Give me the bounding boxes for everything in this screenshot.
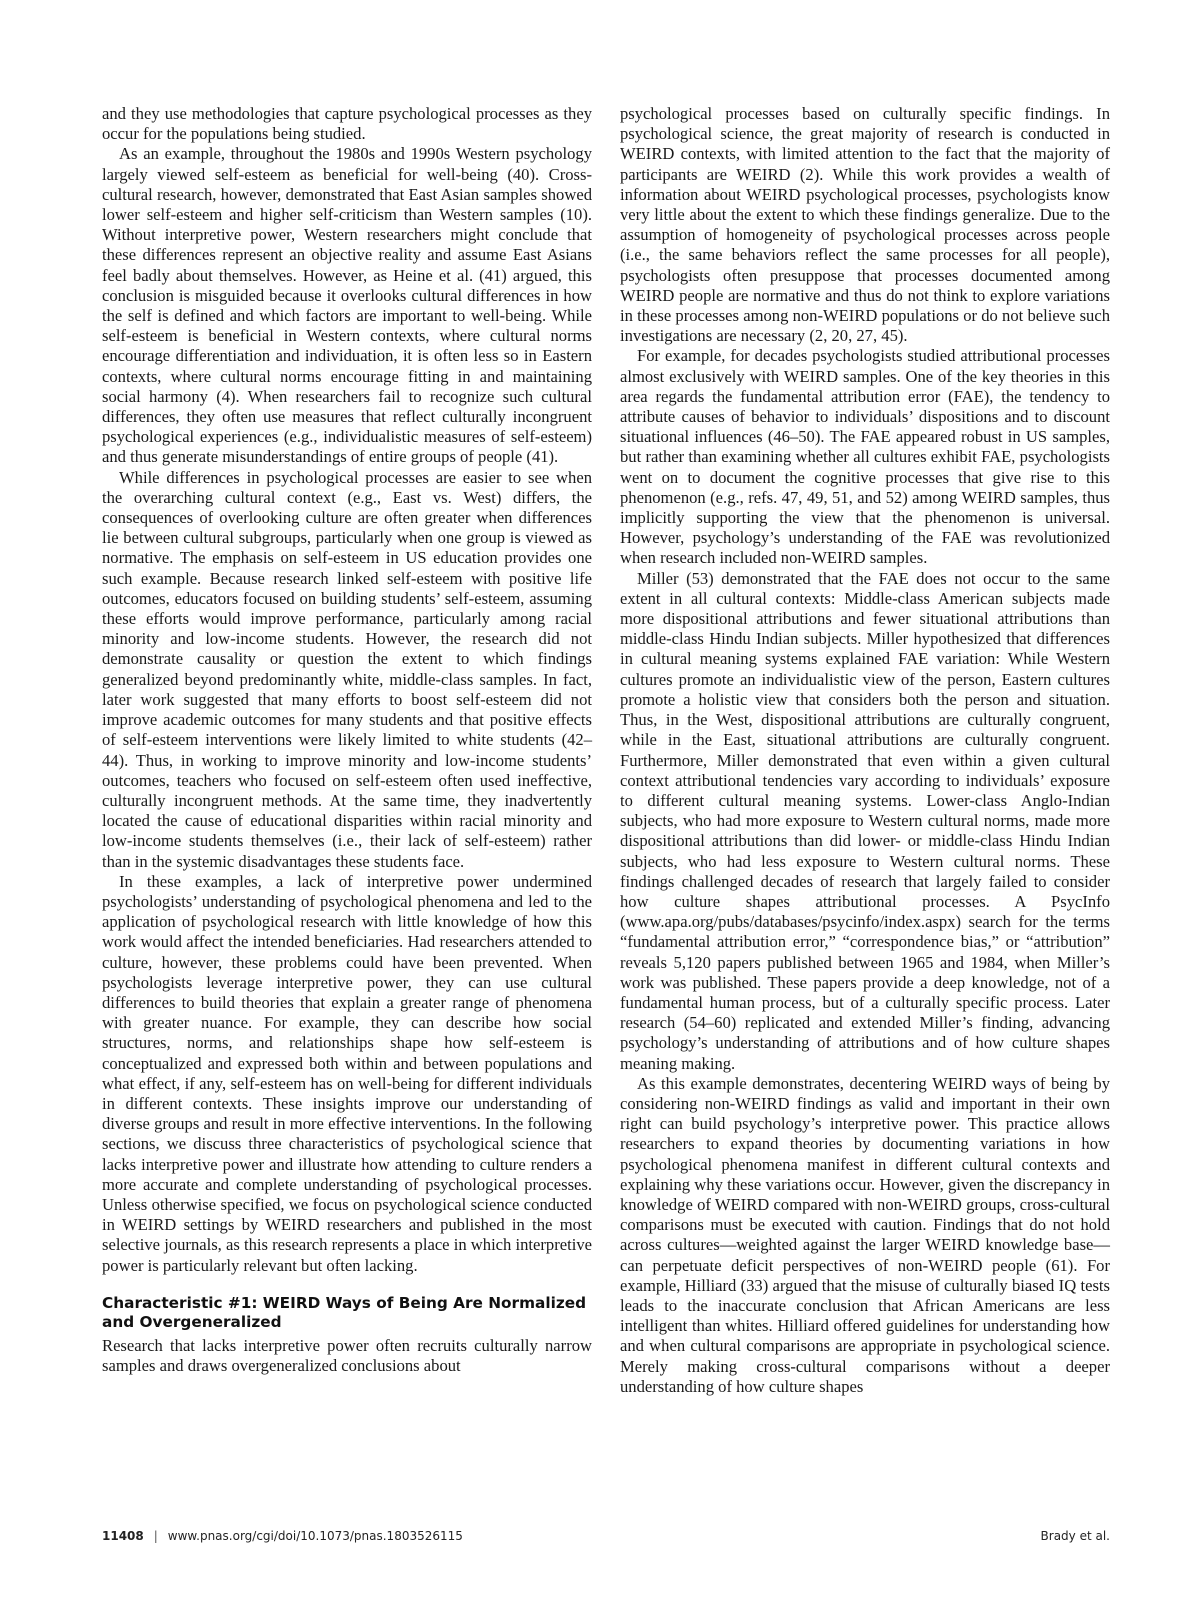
body-paragraph: As an example, throughout the 1980s and 1990s Western psychology largely viewed self-esteem as beneficial for well-being (40). Cross-cultural research, however, demonstrated that East Asian samples showed lower self-esteem and higher self-criticism than Western samples (10). Without interpretive power, Western researchers might conclude that these differences represent an objective reality and assume East Asians feel badly about themselves. However, as Heine et al. (41) argued, this conclusion is misguided because it overlooks cultural differences in how the self is defined and which factors are important to well-being. While self-esteem is beneficial in Western contexts, where cultural norms encourage differentiation and individuation, it is often less so in Eastern contexts, where cultural norms encourage fitting in and maintaining social harmony (4). When researchers fail to recognize such cultural differences, they often use measures that reflect culturally incongruent psychological experiences (e.g., individualistic measures of self-esteem) and thus generate misunderstandings of entire groups of people (41). [102, 144, 592, 467]
section-heading: Characteristic #1: WEIRD Ways of Being Are Normalized and Overgeneralized [102, 1293, 587, 1331]
body-paragraph: Research that lacks interpretive power often recruits culturally narrow samples and draws overgeneralized conclusions about [102, 1335, 592, 1375]
body-paragraph: For example, for decades psychologists studied attributional processes almost exclusively with WEIRD samples. One of the key theories in this area regards the fundamental attribution error (FAE), the tendency to attribute causes of behavior to individuals’ dispositions and to discount situational influences (46–50). The FAE appeared robust in US samples, but rather than examining whether all cultures exhibit FAE, psychologists went on to document the cognitive processes that give rise to this phenomenon (e.g., refs. 47, 49, 51, and 52) among WEIRD samples, thus implicitly supporting the view that the phenomenon is universal. However, psychology’s understanding of the FAE was revolutionized when research included non-WEIRD samples. [620, 346, 1110, 568]
right-column [620, 104, 1110, 1397]
body-paragraph: As this example demonstrates, decentering WEIRD ways of being by considering non-WEIRD findings as valid and important in their own right can build psychology’s interpretive power. This practice allows researchers to expand theories by documenting variations in how psychological phenomena manifest in different cultural contexts and explaining why these variations occur. However, given the discrepancy in knowledge of WEIRD compared with non-WEIRD groups, cross-cultural comparisons must be executed with caution. Findings that do not hold across cultures—weighted against the larger WEIRD knowledge base—can perpetuate deficit perspectives of non-WEIRD people (61). For example, Hilliard (33) argued that the misuse of culturally biased IQ tests leads to the inaccurate conclusion that African Americans are less intelligent than whites. Hilliard offered guidelines for understanding how and when cultural comparisons are appropriate in psychological science. Merely making cross-cultural comparisons without a deeper understanding of how culture shapes [620, 1073, 1110, 1396]
left-column [102, 104, 592, 1376]
page-number: 11408 [102, 1529, 144, 1543]
page-footer [102, 1526, 1110, 1546]
body-paragraph: Miller (53) demonstrated that the FAE does not occur to the same extent in all cultural contexts: Middle-class American subjects made more dispositional attributions and fewer situational attributions than middle-class Hindu Indian subjects. Miller hypothesized that differences in cultural meaning systems explained FAE variation: While Western cultures promote an individualistic view of the person, Eastern cultures promote a holistic view that considers both the person and situation. Thus, in the West, dispositional attributions are culturally congruent, while in the East, situational attributions are culturally congruent. Furthermore, Miller demonstrated that even within a given cultural context attributional tendencies vary according to individuals’ exposure to different cultural meaning systems. Lower-class Anglo-Indian subjects, who had more exposure to Western cultural norms, made more dispositional attributions than did lower- or middle-class Hindu Indian subjects, who had less exposure to Western cultural norms. These findings challenged decades of research that largely failed to consider how culture shapes attributional processes. A PsycInfo (www.apa.org/pubs/databases/psycinfo/index.aspx) search for the terms “fundamental attribution error,” “correspondence bias,” or “attribution” reveals 5,120 papers published between 1965 and 1984, when Miller’s work was published. These papers provide a deep knowledge, not of a fundamental human process, but of a culturally specific process. Later research (54–60) replicated and extended Miller’s finding, advancing psychology’s understanding of attributions and of how culture shapes meaning making. [620, 568, 1110, 1073]
footer-separator: | [153, 1529, 158, 1543]
body-paragraph: psychological processes based on culturally specific findings. In psychological science, the great majority of research is conducted in WEIRD contexts, with limited attention to the fact that the majority of participants are WEIRD (2). While this work provides a wealth of information about WEIRD psychological processes, psychologists know very little about the extent to which these findings generalize. Due to the assumption of homogeneity of psychological processes across people (i.e., the same behaviors reflect the same processes for all people), psychologists often presuppose that processes documented among WEIRD people are normative and thus do not think to explore variations in these processes among non-WEIRD populations or do not believe such investigations are necessary (2, 20, 27, 45). [620, 104, 1110, 346]
doi-link[interactable]: www.pnas.org/cgi/doi/10.1073/pnas.1803526115 [167, 1529, 463, 1543]
footer-authors: Brady et al. [1040, 1529, 1110, 1543]
body-paragraph: While differences in psychological processes are easier to see when the overarching cultural context (e.g., East vs. West) differs, the consequences of overlooking culture are often greater when differences lie between cultural subgroups, particularly when one group is viewed as normative. The emphasis on self-esteem in US education provides one such example. Because research linked self-esteem with positive life outcomes, educators focused on building students’ self-esteem, assuming these efforts would improve performance, particularly among racial minority and low-income students. However, the research did not demonstrate causality or question the extent to which findings generalized beyond predominantly white, middle-class samples. In fact, later work suggested that many efforts to boost self-esteem did not improve academic outcomes for many students and that positive effects of self-esteem interventions were likely limited to white students (42–44). Thus, in working to improve minority and low-income students’ outcomes, teachers who focused on self-esteem often used ineffective, culturally incongruent methods. At the same time, they inadvertently located the cause of educational disparities within racial minority and low-income students themselves (i.e., their lack of self-esteem) rather than in the systemic disadvantages these students face. [102, 467, 592, 871]
body-paragraph: and they use methodologies that capture psychological processes as they occur for the populations being studied. [102, 104, 592, 144]
body-paragraph: In these examples, a lack of interpretive power undermined psychologists’ understanding of psychological phenomena and led to the application of psychological research with little knowledge of how this work would affect the intended beneficiaries. Had researchers attended to culture, however, these problems could have been prevented. When psychologists leverage interpretive power, they can use cultural differences to build theories that explain a greater range of phenomena with greater nuance. For example, they can describe how social structures, norms, and relationships shape how self-esteem is conceptualized and expressed both within and between populations and what effect, if any, self-esteem has on well-being for different individuals in different contexts. These insights improve our understanding of diverse groups and result in more effective interventions. In the following sections, we discuss three characteristics of psychological science that lacks interpretive power and illustrate how attending to culture renders a more accurate and complete understanding of psychological processes. Unless otherwise specified, we focus on psychological science conducted in WEIRD settings by WEIRD researchers and published in the most selective journals, as this research represents a place in which interpretive power is particularly relevant but often lacking. [102, 871, 592, 1275]
